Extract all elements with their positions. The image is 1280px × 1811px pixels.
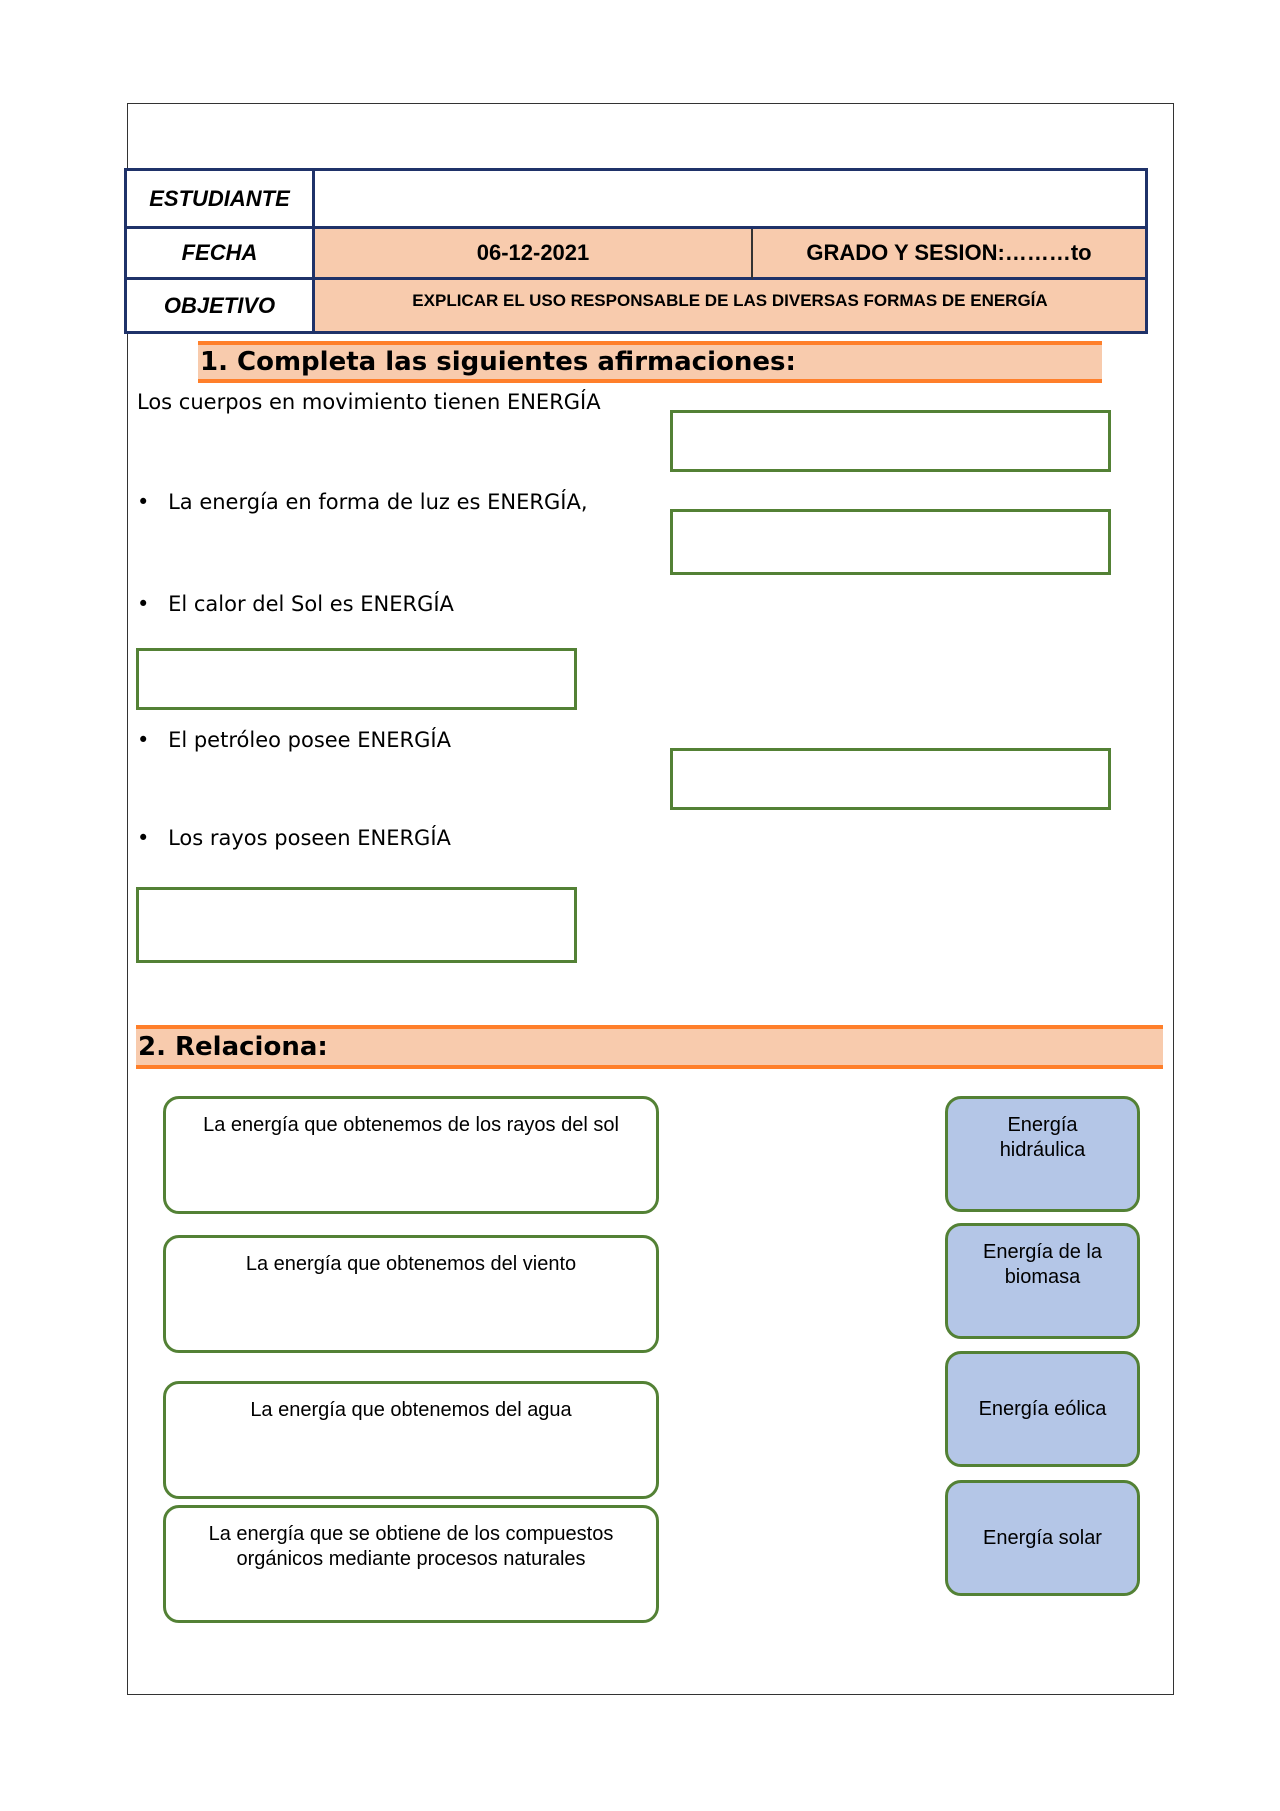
statement-4-text: El petróleo posee ENERGÍA [168, 728, 451, 752]
statement-3 [137, 592, 454, 616]
relate-left-item[interactable]: La energía que obtenemos de los rayos del sol [163, 1096, 659, 1214]
relate-right-item[interactable] [945, 1351, 1140, 1467]
header-table [124, 168, 1148, 334]
relate-right-item[interactable] [945, 1480, 1140, 1596]
statement-2-text: La energía en forma de luz es ENERGÍA, [168, 490, 588, 514]
statement-1: Los cuerpos en movimiento tienen ENERGÍA [137, 390, 601, 414]
student-field[interactable] [315, 171, 1145, 229]
grade-label: GRADO Y SESION:………to [753, 229, 1145, 280]
date-label: FECHA [127, 229, 315, 280]
section1-title [198, 341, 1102, 383]
answer-box-1[interactable] [670, 410, 1111, 472]
statement-5 [137, 826, 451, 850]
relate-right-text: Energía hidráulica [999, 1114, 1086, 1161]
statement-3-text: El calor del Sol es ENERGÍA [168, 592, 454, 616]
section2-title-text: 2. Relaciona: [138, 1032, 328, 1062]
section2-title [136, 1025, 1163, 1069]
statement-2 [137, 490, 588, 514]
objective-value: EXPLICAR EL USO RESPONSABLE DE LAS DIVERSAS FORMAS DE ENERGÍA [315, 280, 1145, 331]
statement-4 [137, 728, 451, 752]
relate-left-item[interactable]: La energía que se obtiene de los compuestos orgánicos mediante procesos naturales [163, 1505, 659, 1623]
relate-left-item[interactable]: La energía que obtenemos del agua [163, 1381, 659, 1499]
student-label: ESTUDIANTE [127, 171, 315, 229]
relate-right-text: Energía solar [983, 1526, 1102, 1549]
relate-left-item[interactable]: La energía que obtenemos del viento [163, 1235, 659, 1353]
answer-box-4[interactable] [670, 748, 1111, 810]
relate-right-text: Energía de la biomasa [983, 1241, 1102, 1288]
answer-box-5[interactable] [136, 887, 577, 963]
relate-right-item[interactable] [945, 1223, 1140, 1339]
date-value: 06-12-2021 [315, 229, 753, 280]
objective-label: OBJETIVO [127, 280, 315, 331]
relate-right-text: Energía eólica [978, 1397, 1107, 1420]
answer-box-2[interactable] [670, 509, 1111, 575]
answer-box-3[interactable] [136, 648, 577, 710]
relate-right-item[interactable] [945, 1096, 1140, 1212]
section1-title-text: 1. Completa las siguientes afirmaciones: [200, 347, 796, 377]
statement-5-text: Los rayos poseen ENERGÍA [168, 826, 451, 850]
